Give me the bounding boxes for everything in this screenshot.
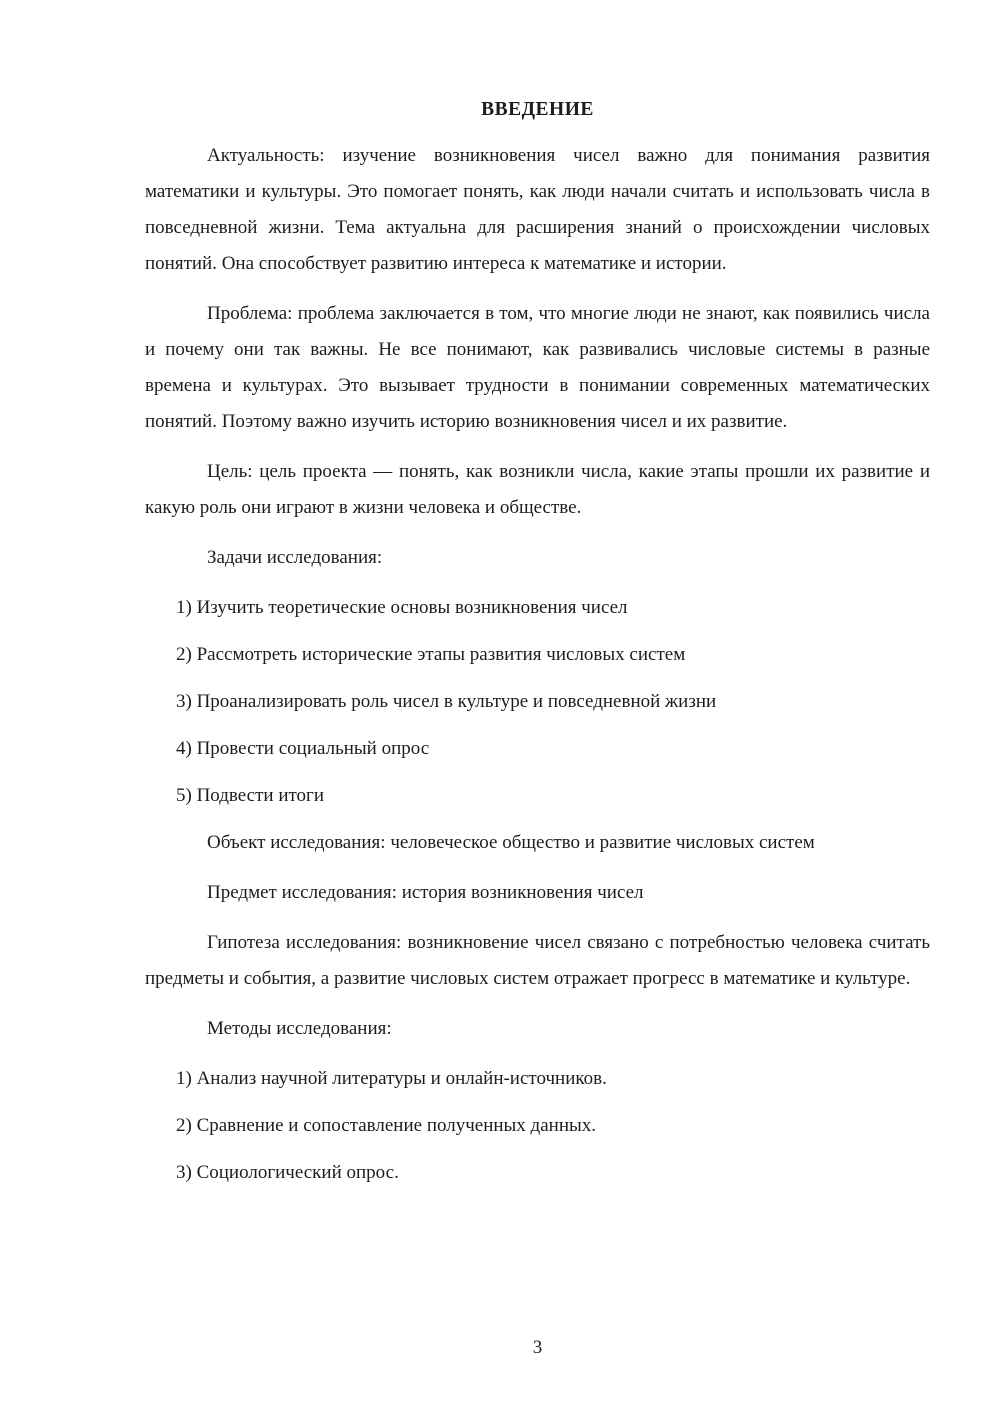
document-title: ВВЕДЕНИЕ: [481, 99, 594, 120]
paragraph-problema: Проблема: проблема заключается в том, что многие люди не знают, как появились числа и почему они так важны. Не все понимают, как развивались числовые системы в разные времена и культурах. Это вызывает трудности в понимании современных математических понятий. Поэтому важно изучить историю возникновения чисел и их развитие.: [145, 303, 930, 432]
task-item: 2) Рассмотреть исторические этапы развития числовых систем: [176, 644, 686, 665]
method-item: 2) Сравнение и сопоставление полученных данных.: [176, 1115, 597, 1136]
paragraph-obekt: Объект исследования: человеческое общество и развитие числовых систем: [207, 832, 815, 853]
heading-metody: Методы исследования:: [207, 1018, 392, 1039]
heading-zadachi: Задачи исследования:: [207, 547, 383, 568]
paragraph-aktualnost: Актуальность: изучение возникновения чисел важно для понимания развития математики и культуры. Это помогает понять, как люди начали считать и использовать числа в повседневной жизни. Тема актуальна для расширения знаний о происхождении числовых понятий. Она способствует развитию интереса к математике и истории.: [145, 145, 930, 274]
task-item: 3) Проанализировать роль чисел в культуре и повседневной жизни: [176, 691, 717, 712]
method-item: 3) Социологический опрос.: [176, 1162, 399, 1183]
paragraph-tsel: Цель: цель проекта — понять, как возникли числа, какие этапы прошли их развитие и какую роль они играют в жизни человека и обществе.: [145, 461, 930, 518]
method-item: 1) Анализ научной литературы и онлайн-источников.: [176, 1068, 607, 1089]
task-item: 5) Подвести итоги: [176, 785, 325, 806]
task-item: 4) Провести социальный опрос: [176, 738, 430, 759]
paragraph-predmet: Предмет исследования: история возникновения чисел: [207, 882, 644, 903]
paragraph-gipoteza: Гипотеза исследования: возникновение чисел связано с потребностью человека считать предметы и события, а развитие числовых систем отражает прогресс в математике и культуре.: [145, 932, 930, 989]
task-item: 1) Изучить теоретические основы возникновения чисел: [176, 597, 628, 618]
page-number: 3: [532, 1337, 543, 1358]
